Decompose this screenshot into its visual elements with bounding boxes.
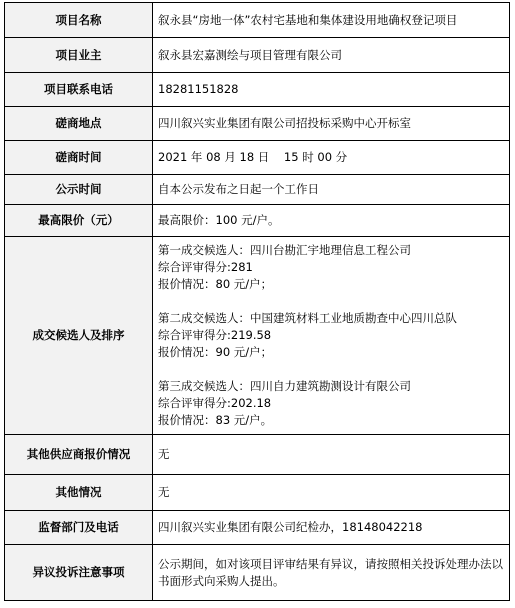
candidate-name: 第二成交候选人：中国建筑材料工业地质勘查中心四川总队	[158, 311, 457, 325]
candidate-score: 综合评审得分:219.58	[158, 328, 272, 342]
table-row	[5, 38, 510, 73]
row-label: 项目业主	[5, 38, 153, 73]
row-label: 异议投诉注意事项	[5, 545, 153, 601]
table-row	[5, 141, 510, 175]
row-label: 公示时间	[5, 175, 153, 205]
row-label: 项目名称	[5, 3, 153, 38]
spacer	[158, 293, 505, 310]
table-row	[5, 73, 510, 107]
row-label: 磋商时间	[5, 141, 153, 175]
row-label: 成交候选人及排序	[5, 237, 153, 435]
row-value: 叙永县“房地一体”农村宅基地和集体建设用地确权登记项目	[153, 3, 510, 38]
row-value: 公示期间，如对该项目评审结果有异议，请按照相关投诉处理办法以书面形式向采购人提出。	[153, 545, 510, 601]
candidate-score: 综合评审得分:281	[158, 260, 253, 274]
candidate-name: 第一成交候选人：四川台勘汇宇地理信息工程公司	[158, 243, 411, 257]
table-row	[5, 175, 510, 205]
row-value: 四川叙兴实业集团有限公司招投标采购中心开标室	[153, 107, 510, 141]
row-value: 自本公示发布之日起一个工作日	[153, 175, 510, 205]
row-label: 监督部门及电话	[5, 511, 153, 545]
spacer	[158, 361, 505, 378]
table-row	[5, 545, 510, 601]
row-label: 其他情况	[5, 475, 153, 511]
row-value: 2021 年 08 月 18 日 15 时 00 分	[153, 141, 510, 175]
announcement-table	[4, 2, 510, 601]
candidate-name: 第三成交候选人：四川自力建筑勘测设计有限公司	[158, 379, 411, 393]
row-value: 最高限价：100 元/户。	[153, 205, 510, 237]
row-label: 最高限价（元）	[5, 205, 153, 237]
table-row	[5, 107, 510, 141]
candidate-price: 报价情况：83 元/户。	[158, 413, 273, 427]
candidates-cell	[153, 237, 510, 435]
row-label: 项目联系电话	[5, 73, 153, 107]
row-value: 叙永县宏嘉测绘与项目管理有限公司	[153, 38, 510, 73]
row-label: 其他供应商报价情况	[5, 435, 153, 475]
candidate-price: 报价情况：90 元/户；	[158, 345, 273, 359]
row-value: 无	[153, 435, 510, 475]
candidate-score: 综合评审得分:202.18	[158, 396, 272, 410]
row-value: 四川叙兴实业集团有限公司纪检办，18148042218	[153, 511, 510, 545]
row-label: 磋商地点	[5, 107, 153, 141]
row-value: 无	[153, 475, 510, 511]
row-value: 18281151828	[153, 73, 510, 107]
candidate-price: 报价情况：80 元/户；	[158, 277, 273, 291]
table-row	[5, 475, 510, 511]
table-row	[5, 3, 510, 38]
table-row	[5, 435, 510, 475]
table-row	[5, 237, 510, 435]
table-row	[5, 205, 510, 237]
table-row	[5, 511, 510, 545]
